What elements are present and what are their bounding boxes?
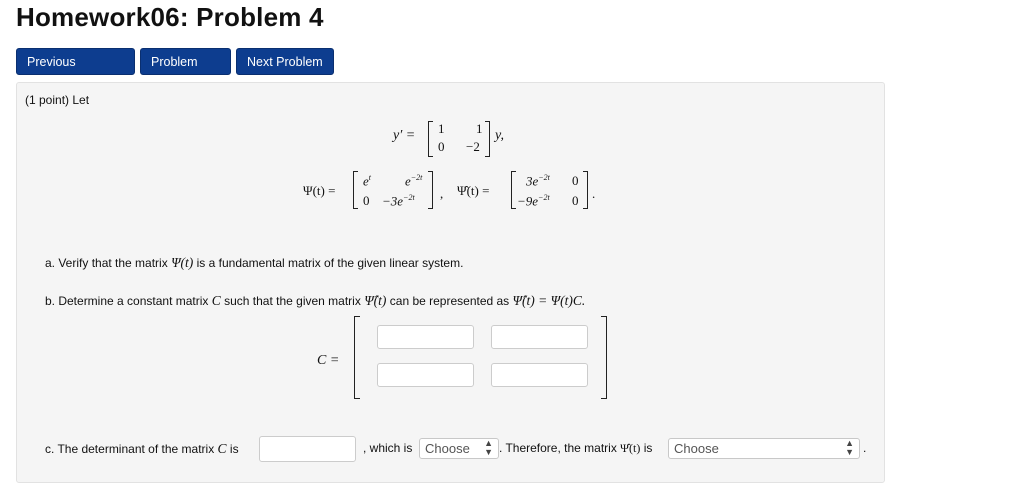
determinant-input[interactable] [259, 436, 356, 462]
psihat-m12: 0 [572, 173, 579, 188]
psihat-m11 [526, 173, 550, 189]
part-a [45, 255, 463, 271]
psi-m12 [405, 173, 422, 189]
part-c-therefore [499, 441, 652, 456]
part-b [45, 293, 585, 309]
part-c-is2: is [643, 441, 653, 455]
determinant-choice-select[interactable] [419, 438, 499, 459]
c-left-bracket [354, 316, 360, 399]
psi-m22 [382, 193, 415, 209]
part-c-therefore-text: . Therefore, the matrix [499, 441, 617, 455]
psi-m12-base: e [405, 173, 411, 189]
psi-m11 [363, 173, 371, 189]
part-c-which: , which is [363, 441, 413, 455]
psihat-m21-exp: −2t [538, 193, 550, 202]
system-m21: 0 [438, 139, 445, 154]
psihat-m11-exp: −2t [538, 173, 550, 182]
psi-label: Ψ(t) = [303, 183, 336, 198]
previous-problem-button[interactable]: Previous [16, 48, 135, 75]
psi-comma: , [440, 186, 444, 201]
system-m22: −2 [466, 139, 480, 154]
c-matrix-label: C = [317, 353, 340, 368]
psi-left-bracket [353, 171, 358, 209]
psihat-m21 [517, 193, 550, 209]
c-matrix-input-r2c2[interactable] [491, 363, 588, 387]
part-a-pre: a. Verify that the matrix [45, 256, 168, 270]
psi-m12-exp: −2t [410, 173, 423, 182]
problem-list-button[interactable]: Problem [140, 48, 231, 75]
fundamental-choice-select[interactable] [668, 438, 860, 459]
part-c-lead [45, 441, 239, 457]
c-right-bracket [601, 316, 607, 399]
psihat-m11-base: 3e [526, 173, 539, 189]
psihat-m21-base: −9e [517, 193, 539, 209]
c-matrix-input-r1c1[interactable] [377, 325, 474, 349]
part-b-mid2: can be represented as [389, 294, 510, 308]
part-c-pre: c. The determinant of the matrix [45, 442, 215, 456]
part-c-psihat: Ψ̂(t) [620, 441, 641, 455]
psi-right-bracket [428, 171, 433, 209]
psi-m21: 0 [363, 193, 370, 208]
psi-m11-base: e [363, 173, 369, 189]
psihat-period: . [592, 186, 596, 201]
c-matrix-input-r1c2[interactable] [491, 325, 588, 349]
psihat-left-bracket [511, 171, 516, 209]
select2-chevron-icon: ▲ ▼ [845, 438, 854, 457]
part-a-post: is a fundamental matrix of the given linear system. [196, 256, 464, 270]
select2-value: Choose [674, 441, 719, 456]
system-lhs: y′ = [393, 128, 416, 143]
part-a-psi: Ψ(t) [171, 255, 194, 270]
psihat-m22: 0 [572, 193, 579, 208]
part-c-end-period: . [863, 441, 867, 455]
c-matrix-input-r2c1[interactable] [377, 363, 474, 387]
part-b-pre: b. Determine a constant matrix [45, 294, 209, 308]
problem-intro: (1 point) Let [25, 93, 90, 107]
system-rhs: y, [495, 128, 504, 143]
part-c-c: C [217, 441, 227, 456]
system-m12: 1 [476, 121, 483, 136]
system-m11: 1 [438, 121, 445, 136]
next-problem-button[interactable]: Next Problem [236, 48, 334, 75]
psi-m22-base: −3e [382, 193, 404, 209]
psi-m11-exp: t [368, 173, 372, 182]
psihat-right-bracket [583, 171, 588, 209]
page-title: Homework06: Problem 4 [16, 2, 324, 32]
psi-m22-exp: −2t [403, 193, 415, 202]
select1-chevron-icon: ▲ ▼ [484, 438, 493, 457]
part-b-equation: Ψ̂(t) = Ψ(t)C. [512, 293, 586, 308]
part-b-mid: such that the given matrix [224, 294, 361, 308]
system-right-bracket [485, 121, 490, 157]
psihat-label: Ψ̂(t) = [457, 183, 490, 198]
part-b-c: C [211, 293, 221, 308]
select1-value: Choose [425, 441, 470, 456]
part-c-is: is [229, 442, 239, 456]
system-left-bracket [428, 121, 433, 157]
part-b-psihat: Ψ̂(t) [364, 293, 387, 308]
problem-panel [16, 82, 885, 483]
problem-nav [16, 48, 334, 75]
